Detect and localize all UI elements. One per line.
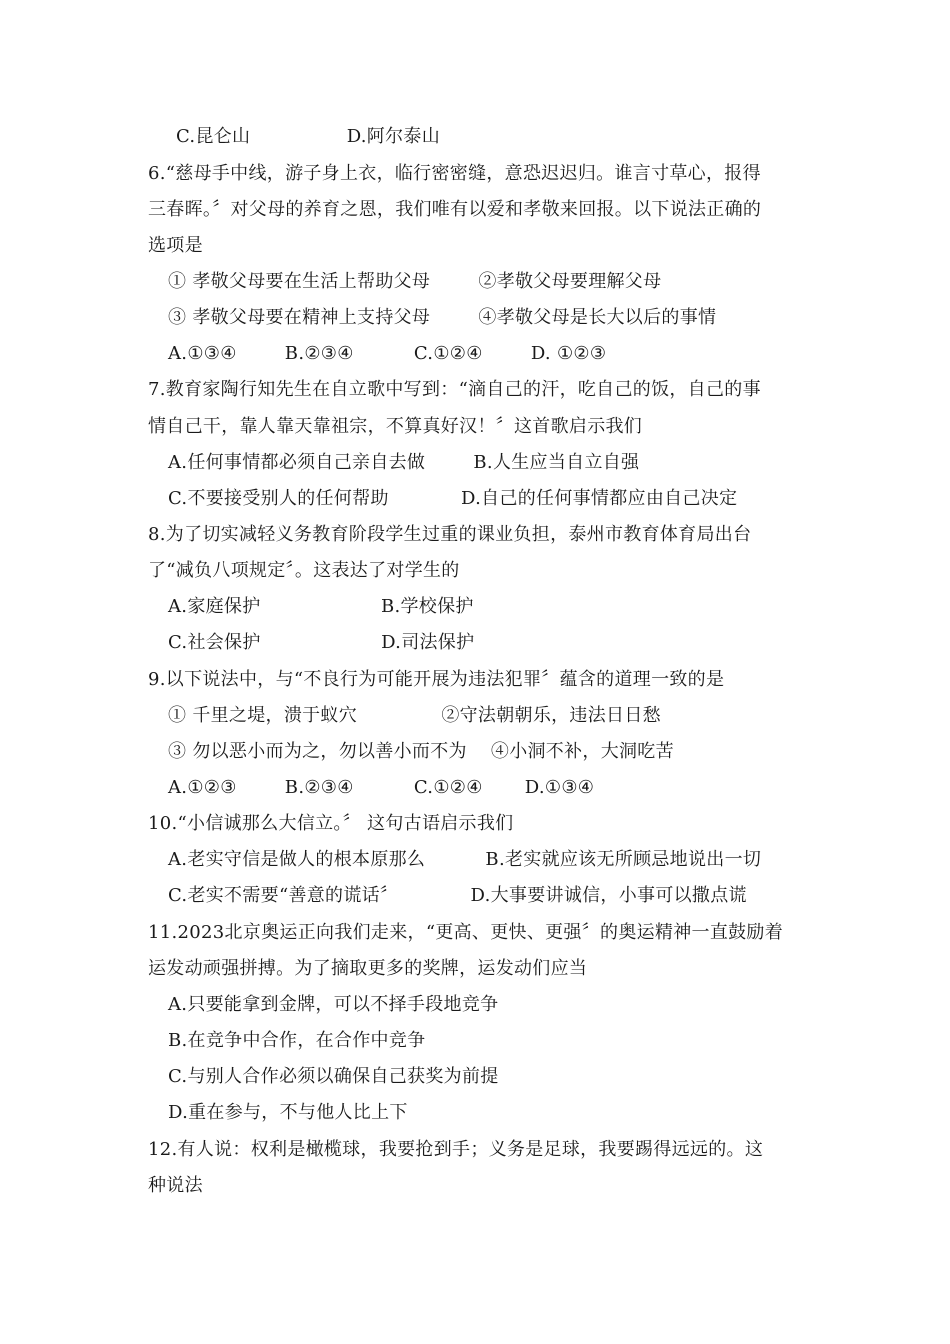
text-line: C.昆仑山 D.阿尔泰山 bbox=[176, 126, 441, 147]
question-10-stem: 10.“小信诚那么大信立。〞 这句古语启示我们 bbox=[148, 813, 514, 834]
question-8-stem: 8.为了切实减轻义务教育阶段学生过重的课业负担，泰州市教育体育局出台 bbox=[148, 524, 752, 545]
question-7-options: A.任何事情都必须自己亲自去做 B.人生应当自立自强 bbox=[168, 452, 640, 473]
question-12-stem: 12.有人说：权利是橄榄球，我要抢到手；义务是足球，我要踢得远远的。这 bbox=[148, 1139, 764, 1160]
question-11-stem: 运发动顽强拼搏。为了摘取更多的奖牌，运发动们应当 bbox=[148, 958, 588, 979]
question-11-option-c: C.与别人合作必须以确保自己获奖为前提 bbox=[168, 1066, 499, 1087]
question-8-stem: 了“减负八项规定〞。这表达了对学生的 bbox=[148, 560, 460, 581]
question-11-option-a: A.只要能拿到金牌，可以不择手段地竞争 bbox=[168, 994, 499, 1015]
question-7-stem: 情自己干，靠人靠天靠祖宗，不算真好汉！〞这首歌启示我们 bbox=[148, 416, 643, 437]
question-6-stem: 6.“慈母手中线，游子身上衣，临行密密缝，意恐迟迟归。谁言寸草心，报得 bbox=[148, 163, 761, 184]
question-8-options: A.家庭保护 B.学校保护 bbox=[168, 596, 474, 617]
question-7-options: C.不要接受别人的任何帮助 D.自己的任何事情都应由自己决定 bbox=[168, 488, 738, 509]
question-6-options: A.①③④ B.②③④ C.①②④ D. ①②③ bbox=[168, 343, 607, 364]
question-11-option-d: D.重在参与，不与他人比上下 bbox=[168, 1102, 408, 1123]
question-10-options: C.老实不需要“善意的谎话〞 D.大事要讲诚信，小事可以撒点谎 bbox=[168, 885, 747, 906]
question-6-stem: 选项是 bbox=[148, 235, 203, 256]
question-6-stem: 三春晖。〞对父母的养育之恩，我们唯有以爱和孝敬来回报。以下说法正确的 bbox=[148, 199, 762, 220]
question-9-options: A.①②③ B.②③④ C.①②④ D.①③④ bbox=[168, 777, 595, 798]
question-12-stem: 种说法 bbox=[148, 1175, 203, 1196]
question-9-items: ① 千里之堤，溃于蚁穴 ②守法朝朝乐，违法日日愁 bbox=[168, 705, 661, 726]
question-9-items: ③ 勿以恶小而为之，勿以善小而不为 ④小洞不补，大洞吃苦 bbox=[168, 741, 674, 762]
question-11-stem: 11.2023北京奥运正向我们走来，“更高、更快、更强〞的奥运精神一直鼓励着 bbox=[148, 922, 784, 943]
question-11-option-b: B.在竞争中合作，在合作中竞争 bbox=[168, 1030, 426, 1051]
question-10-options: A.老实守信是做人的根本原那么 B.老实就应该无所顾忌地说出一切 bbox=[168, 849, 762, 870]
question-8-options: C.社会保护 D.司法保护 bbox=[168, 632, 475, 653]
question-9-stem: 9.以下说法中，与“不良行为可能开展为违法犯罪〞蕴含的道理一致的是 bbox=[148, 669, 725, 690]
question-6-items: ③ 孝敬父母要在精神上支持父母 ④孝敬父母是长大以后的事情 bbox=[168, 307, 717, 328]
question-7-stem: 7.教育家陶行知先生在自立歌中写到：“滴自己的汗，吃自己的饭，自己的事 bbox=[148, 379, 761, 400]
question-6-items: ① 孝敬父母要在生活上帮助父母 ②孝敬父母要理解父母 bbox=[168, 271, 662, 292]
